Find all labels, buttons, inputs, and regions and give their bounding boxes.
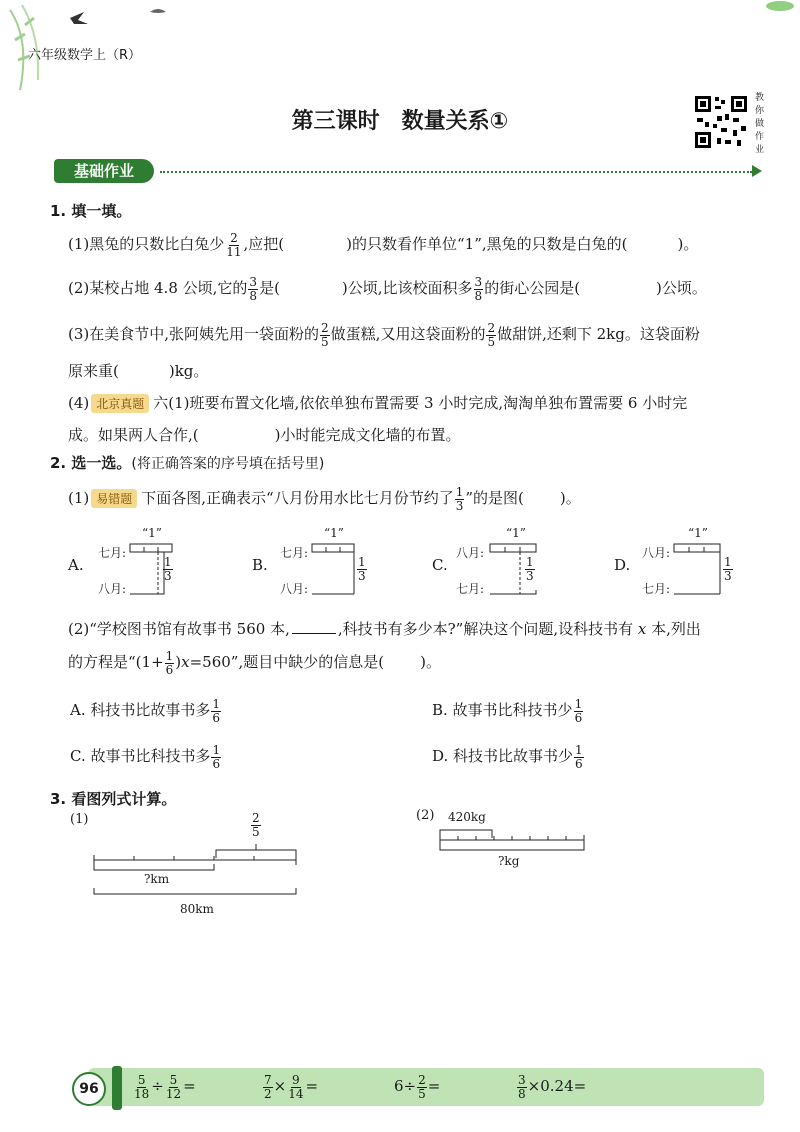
diagram-b[interactable]: B. 七月: 八月: “1” $\frac{1}{3}$ <box>252 526 366 596</box>
section-dotted-divider <box>160 171 752 173</box>
page-title: 第三课时 数量关系① <box>291 109 509 134</box>
q1-part3: (3)在美食节中,张阿姨先用一袋面粉的 $\frac{2}{5}$ 做蛋糕,又用这袋面粉的 $\frac{2}{5}$ 做甜饼,还剩下 2kg。这袋面粉 <box>68 321 700 349</box>
fraction: $\frac{2}{11}$ <box>226 231 242 259</box>
q1-part3-line2: 原来重( )kg。 <box>68 362 209 380</box>
q1-part2: (2)某校占地 4.8 公顷,它的 $\frac{3}{8}$ 是( )公顷,比该校面积多 $\frac{3}{8}$ 的街心公园是( )公顷。 <box>68 275 707 303</box>
q2-part2-line2: 的方程是“(1+ $\frac{1}{6}$ )x=560”,题目中缺少的信息是( )。 <box>68 649 441 677</box>
diagram-a[interactable]: A. 七月: 八月: “1” $\frac{1}{3}$ <box>68 526 172 596</box>
option-d[interactable]: D. 科技书比故事书少 $\frac{1}{6}$ <box>432 743 583 771</box>
option-c[interactable]: C. 故事书比科技书多 $\frac{1}{6}$ <box>70 743 221 771</box>
q1-part4: (4) 北京真题 六(1)班要布置文化墙,依依单独布置需要 3 小时完成,淘淘单独布置需要 6 小时完 <box>68 394 688 412</box>
qr-code-icon[interactable] <box>693 94 749 150</box>
q1-heading: 1. 填一填。 <box>50 202 132 220</box>
exercise-3: 6÷ $\frac{2}{5}$ = <box>394 1073 441 1101</box>
q2-part2: (2)“学校图书馆有故事书 560 本, ,科技书有多少本?”解决这个问题,设科技书有 x 本,列出 <box>68 620 701 638</box>
page-number: 96 <box>72 1072 106 1106</box>
grade-label: 六年级数学上（R） <box>28 48 142 63</box>
q2-part1: (1) 易错题 下面各图,正确表示“八月份用水比七月份节约了 $\frac{1}{3}$ ”的是图( )。 <box>68 485 581 513</box>
section-label: 基础作业 <box>54 159 154 183</box>
exercise-4: $\frac{3}{8}$ ×0.24= <box>518 1073 587 1101</box>
corner-leaf-decoration <box>740 0 800 20</box>
line-diagram-1: (1) $\frac{2}{5}$ ?km 80km <box>64 808 324 918</box>
missing-info-blank[interactable] <box>292 633 336 634</box>
option-b[interactable]: B. 故事书比科技书少 $\frac{1}{6}$ <box>432 697 583 725</box>
diagram-d[interactable]: D. 八月: 七月: “1” $\frac{1}{3}$ <box>614 526 732 596</box>
diagram-c[interactable]: C. 八月: 七月: “1” $\frac{1}{3}$ <box>432 530 592 600</box>
q1-part4-line2: 成。如果两人合作,( )小时能完成文化墙的布置。 <box>68 426 461 444</box>
q2-heading: 2. 选一选。(将正确答案的序号填在括号里) <box>50 454 325 472</box>
q1-part1: (1)黑兔的只数比白兔少 $\frac{2}{11}$ ,应把( )的只数看作单位“1”,黑兔的只数是白兔的( )。 <box>68 231 699 259</box>
exercise-2: $\frac{7}{2}$ × $\frac{9}{14}$ = <box>264 1073 319 1101</box>
qr-caption: 教你做作业 <box>755 93 765 155</box>
section-divider-arrow-icon <box>752 165 762 177</box>
error-prone-tag: 易错题 <box>91 489 137 508</box>
beijing-exam-tag: 北京真题 <box>91 394 149 413</box>
footer-accent <box>112 1066 122 1110</box>
option-a[interactable]: A. 科技书比故事书多 $\frac{1}{6}$ <box>70 697 221 725</box>
line-diagram-2: (2) 420kg ?kg <box>412 808 612 888</box>
q3-heading: 3. 看图列式计算。 <box>50 790 177 808</box>
exercise-1: $\frac{5}{18}$ ÷ $\frac{5}{12}$ = <box>134 1073 196 1101</box>
